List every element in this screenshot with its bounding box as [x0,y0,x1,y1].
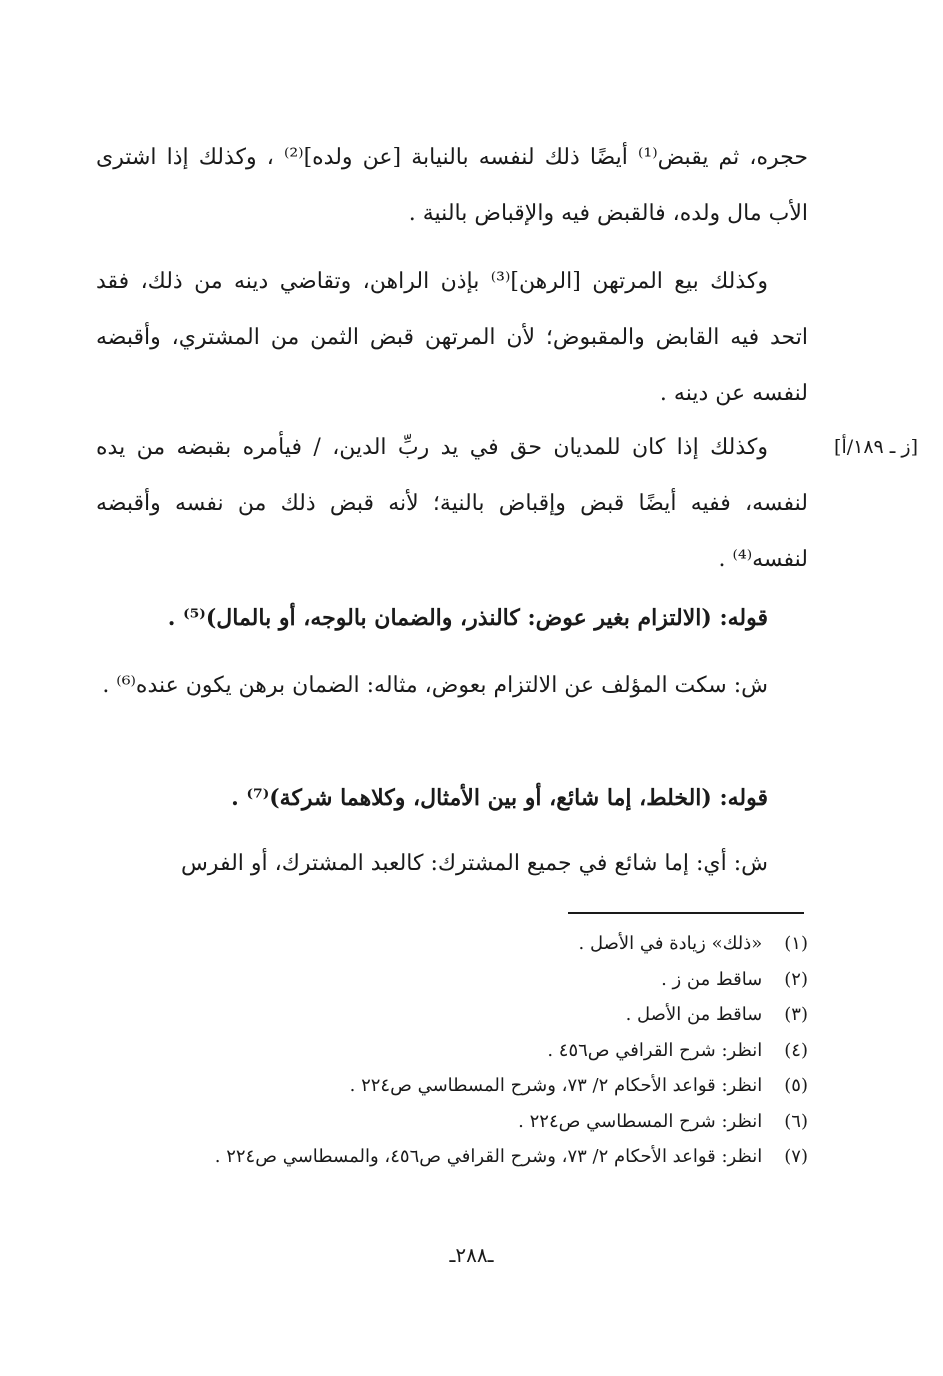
footnote-text: ساقط من الأصل . [625,1004,763,1025]
footnote-number: (٤) [784,1039,808,1061]
footnote-text: انظر: شرح القرافي ص٤٥٦ . [547,1039,763,1061]
footnote-item [96,926,808,962]
footnote-item [96,1139,808,1175]
paragraph-1-text: حجره، ثم يقبض⁽¹⁾ أيضًا ذلك لنفسه بالنيابة [عن ولده]⁽²⁾ ، وكذلك إذا اشترى الأب مال ولده، فالقبض فيه والإقباض بالنية . [96,145,808,226]
paragraph-2 [96,254,808,422]
footnote-text: «ذلك» زيادة في الأصل . [578,933,763,954]
footnote-text: انظر: قواعد الأحكام ٢/ ٧٣، وشرح المسطاسي ص٢٢٤ . [349,1075,763,1096]
footnote-item [96,962,808,998]
paragraph-3 [96,420,808,588]
footnote-item [96,1104,808,1140]
quote-heading-2 [96,770,808,826]
margin-manuscript-reference: [ز ـ ١٨٩/أ] [834,436,918,458]
commentary-2-text: ش: أي: إما شائع في جميع المشترك: كالعبد المشترك، أو الفرس [180,851,768,876]
footnote-number: (٢) [784,968,808,990]
commentary-1-text: ش: سكت المؤلف عن الالتزام بعوض، مثاله: الضمان برهن يكون عنده⁽⁶⁾ . [102,673,768,698]
footnote-item [96,1033,808,1069]
footnote-text: انظر: قواعد الأحكام ٢/ ٧٣، وشرح القرافي ص٤٥٦، والمسطاسي ص٢٢٤ . [214,1146,763,1167]
quote-heading-1 [96,590,808,646]
footnote-number: (٣) [784,1004,808,1025]
footnote-number: (٥) [784,1075,808,1096]
paragraph-3-text: وكذلك إذا كان للمديان حق في يد ربِّ الدين، / فيأمره بقبضه من يده لنفسه، ففيه أيضًا قبض وإقباض بالنية؛ لأنه قبض ذلك من نفسه وأقبضه لنفسه⁽⁴⁾ . [96,435,808,572]
commentary-1 [96,658,808,714]
footnote-text: ساقط من ز . [661,968,763,990]
footnote-number: (١) [784,933,808,954]
paragraph-1 [96,130,808,242]
footnotes-list [96,926,808,1175]
footnote-number: (٦) [784,1110,808,1132]
footnote-item [96,997,808,1033]
page-number: ـ٢٨٨ـ [449,1243,494,1267]
commentary-2 [96,836,808,892]
paragraph-2-text: وكذلك بيع المرتهن [الرهن]⁽³⁾ بإذن الراهن، وتقاضي دينه من ذلك، فقد اتحد فيه القابض والمقبوض؛ لأن المرتهن قبض الثمن من المشتري، وأقبضه لنفسه عن دينه . [96,269,808,406]
footnote-text: انظر: شرح المسطاسي ص٢٢٤ . [518,1110,763,1132]
footnote-number: (٧) [784,1146,808,1167]
footnote-separator [568,912,804,914]
quote-heading-1-text: قوله: (الالتزام بغير عوض: كالنذر، والضمان بالوجه، أو بالمال)⁽⁵⁾ . [167,605,768,631]
quote-heading-2-text: قوله: (الخلط، إما شائع، أو بين الأمثال، وكلاهما شركة)⁽⁷⁾ . [231,785,768,811]
footnote-item [96,1068,808,1104]
